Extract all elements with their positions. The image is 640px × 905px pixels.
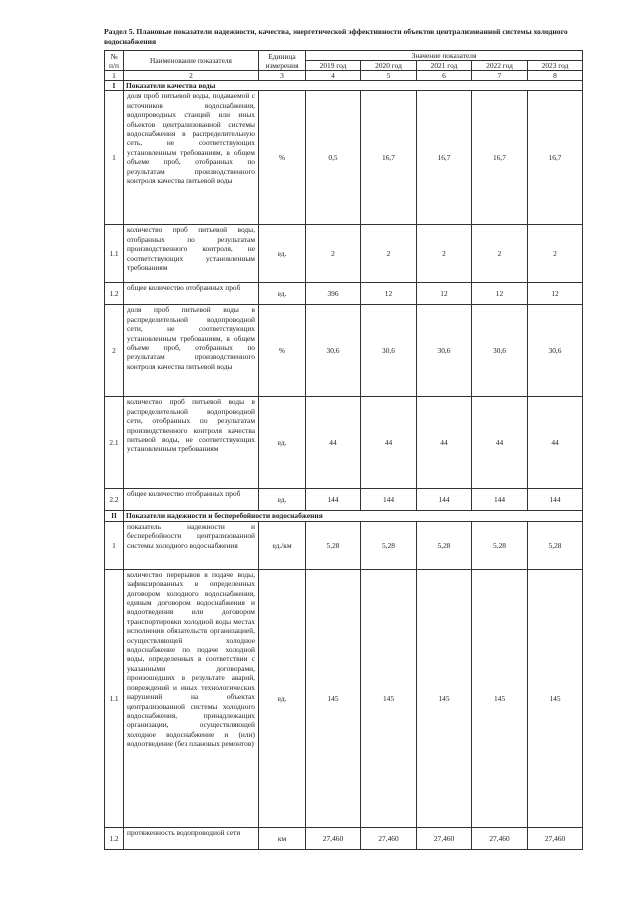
value-cell: 44 [472, 397, 528, 489]
value-cell: 5,28 [306, 521, 361, 569]
value-cell: 144 [472, 489, 528, 511]
row-number: 1 [105, 521, 124, 569]
header-year: 2020 год [361, 61, 417, 71]
value-cell: 144 [528, 489, 583, 511]
col-number: 2 [124, 71, 259, 81]
value-cell: 30,6 [472, 305, 528, 397]
unit: км [259, 827, 306, 849]
value-cell: 0,5 [306, 91, 361, 225]
value-cell: 145 [306, 569, 361, 827]
value-cell: 2 [417, 225, 472, 283]
value-cell: 2 [472, 225, 528, 283]
value-cell: 44 [528, 397, 583, 489]
indicator-name: показатель надежности и бесперебойности централизованной системы холодного водоснабжения [124, 521, 259, 569]
row-number: 2 [105, 305, 124, 397]
indicator-name: доля проб питьевой воды, подаваемой с источников водоснабжения, водопроводных станций или иных объектов централизованной системы водоснабжения в распределительную сеть, не соответствующих установленным требованиям, в общем объеме проб, отобранных по результатам производственного контроля качества питьевой воды [124, 91, 259, 225]
unit: ед. [259, 225, 306, 283]
value-cell: 16,7 [528, 91, 583, 225]
value-cell: 2 [528, 225, 583, 283]
table-row [105, 569, 583, 827]
col-number: 6 [417, 71, 472, 81]
value-cell: 27,460 [472, 827, 528, 849]
indicators-table [104, 50, 583, 850]
table-row [105, 489, 583, 511]
unit: ед. [259, 569, 306, 827]
indicator-name: количество проб питьевой воды, отобранных по результатам производственного контроля, не соответствующих установленным требованиям [124, 225, 259, 283]
value-cell: 2 [361, 225, 417, 283]
section-row [105, 511, 583, 521]
row-number: 1 [105, 91, 124, 225]
row-number: 2.2 [105, 489, 124, 511]
section-title: Показатели качества воды [124, 81, 583, 91]
indicator-name: количество перерывов в подаче воды, зафиксированных в определенных договором холодного водоснабжения, единым договором водоснабжения и водоотведения или договором транспортировки холодной воды местах исполнения обязательств организацией, осуществляющей холодное водоснабжение по подаче холодной воды, определенных в соответствии с указанными договорами, произошедших в результате аварий, повреждений и иных технологических нарушений на объектах централизованной системы холодного водоснабжения, принадлежащих организации, осуществляющей холодное водоснабжение и (или) водоотведение (без плановых ремонтов) [124, 569, 259, 827]
indicator-name: общее количество отобранных проб [124, 283, 259, 305]
col-number: 1 [105, 71, 124, 81]
row-number: 1.1 [105, 569, 124, 827]
value-cell: 27,460 [306, 827, 361, 849]
indicator-name: протяженность водопроводной сети [124, 827, 259, 849]
table-row [105, 283, 583, 305]
value-cell: 27,460 [528, 827, 583, 849]
value-cell: 27,460 [417, 827, 472, 849]
indicator-name: количество проб питьевой воды в распределительной водопроводной сети, отобранных по результатам производственного контроля качества питьевой воды, не соответствующих установленным требованиям [124, 397, 259, 489]
unit: % [259, 91, 306, 225]
value-cell: 30,6 [306, 305, 361, 397]
value-cell: 2 [306, 225, 361, 283]
value-cell: 44 [361, 397, 417, 489]
header-name: Наименование показателя [124, 51, 259, 71]
header-value-group: Значение показателя [306, 51, 583, 61]
value-cell: 30,6 [417, 305, 472, 397]
value-cell: 396 [306, 283, 361, 305]
header-year: 2022 год [472, 61, 528, 71]
value-cell: 16,7 [361, 91, 417, 225]
value-cell: 12 [472, 283, 528, 305]
section-number: I [105, 81, 124, 91]
table-row [105, 225, 583, 283]
unit: ед. [259, 489, 306, 511]
row-number: 1.1 [105, 225, 124, 283]
row-number: 2.1 [105, 397, 124, 489]
unit: % [259, 305, 306, 397]
header-year: 2021 год [417, 61, 472, 71]
value-cell: 27,460 [361, 827, 417, 849]
value-cell: 16,7 [417, 91, 472, 225]
col-number: 5 [361, 71, 417, 81]
col-number: 8 [528, 71, 583, 81]
row-number: 1.2 [105, 827, 124, 849]
value-cell: 145 [361, 569, 417, 827]
table-row [105, 397, 583, 489]
value-cell: 12 [361, 283, 417, 305]
unit: ед. [259, 283, 306, 305]
col-number: 7 [472, 71, 528, 81]
value-cell: 144 [361, 489, 417, 511]
value-cell: 5,28 [528, 521, 583, 569]
section-number: II [105, 511, 124, 521]
value-cell: 44 [306, 397, 361, 489]
value-cell: 5,28 [472, 521, 528, 569]
value-cell: 12 [528, 283, 583, 305]
value-cell: 30,6 [528, 305, 583, 397]
value-cell: 5,28 [361, 521, 417, 569]
value-cell: 5,28 [417, 521, 472, 569]
header-unit: Единица измерения [259, 51, 306, 71]
header-no: № п/п [105, 51, 124, 71]
indicator-name: доля проб питьевой воды в распределительной водопроводной сети, не соответствующих установленным требованиям, в общем объеме проб, отобранных по результатам производственного контроля качества питьевой воды [124, 305, 259, 397]
col-number: 3 [259, 71, 306, 81]
indicator-name: общее количество отобранных проб [124, 489, 259, 511]
value-cell: 30,6 [361, 305, 417, 397]
value-cell: 12 [417, 283, 472, 305]
col-number: 4 [306, 71, 361, 81]
value-cell: 16,7 [472, 91, 528, 225]
page-title: Раздел 5. Плановые показатели надежности, качества, энергетической эффективности объектов централизованной системы холодного водоснабжения [104, 27, 568, 46]
value-cell: 145 [528, 569, 583, 827]
value-cell: 145 [417, 569, 472, 827]
row-number: 1.2 [105, 283, 124, 305]
header-year: 2019 год [306, 61, 361, 71]
table-row [105, 91, 583, 225]
unit: ед./км [259, 521, 306, 569]
value-cell: 144 [417, 489, 472, 511]
table-row [105, 827, 583, 849]
value-cell: 145 [472, 569, 528, 827]
value-cell: 44 [417, 397, 472, 489]
table-row [105, 305, 583, 397]
section-title: Показатели надежности и бесперебойности водоснабжения [124, 511, 583, 521]
value-cell: 144 [306, 489, 361, 511]
header-year: 2023 год [528, 61, 583, 71]
table-row [105, 521, 583, 569]
unit: ед. [259, 397, 306, 489]
section-row [105, 81, 583, 91]
